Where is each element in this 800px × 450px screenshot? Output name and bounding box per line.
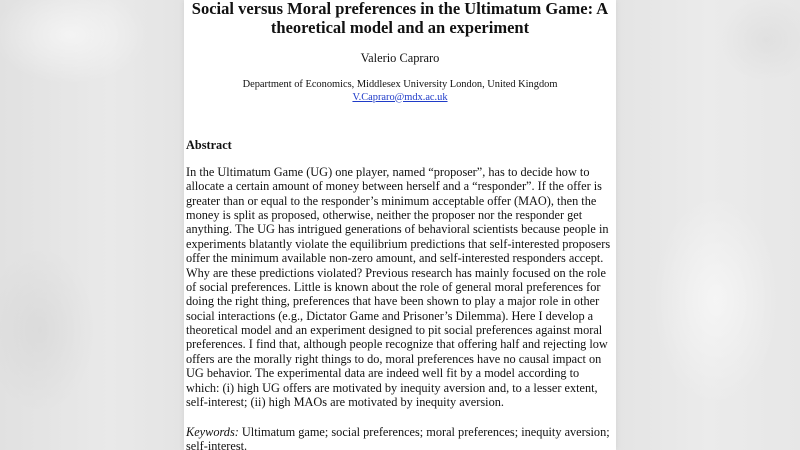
keywords-line: self-interest. xyxy=(186,439,248,450)
abstract-line: preferences. I find that, although people recognize that offering half and rejecting low xyxy=(186,337,608,352)
abstract-line: social interactions (e.g., Dictator Game and Prisoner’s Dilemma). Here I develop a xyxy=(186,308,594,323)
title-line: theoretical model and an experiment xyxy=(270,17,530,37)
abstract-line: offer the minimum available non-zero amount, and self-interested responders accept. xyxy=(186,251,604,266)
abstract-line: allocate a certain amount of money between herself and a “responder”. If the offer is xyxy=(186,179,602,194)
author-name: Valerio Capraro xyxy=(360,50,440,65)
abstract-line: UG behavior. The experimental data are indeed well fit by a model according to xyxy=(186,366,580,381)
author-email-link[interactable]: V.Capraro@mdx.ac.uk xyxy=(352,91,448,103)
author-email-row xyxy=(184,91,616,104)
keywords-line xyxy=(186,425,616,439)
abstract-line: of social preferences. Little is known about the role of general moral preferences for xyxy=(186,279,601,294)
abstract-line: experiments blatantly violate the equilibrium predictions that self-interested proposers xyxy=(186,236,611,251)
author-affiliation: Department of Economics, Middlesex University London, United Kingdom xyxy=(242,78,558,90)
abstract-line: In the Ultimatum Game (UG) one player, named “proposer”, has to decide how to xyxy=(186,164,590,179)
abstract-line: self-interest; (ii) high MAOs are motivated by inequity aversion. xyxy=(186,395,504,410)
keywords-label: Keywords: xyxy=(186,424,239,439)
abstract-line: which: (i) high UG offers are motivated by inequity aversion and, to a lesser extent, xyxy=(186,380,598,395)
paper-page xyxy=(184,0,616,450)
abstract-line: offers are the morally right things to do, moral preferences have no causal impact on xyxy=(186,351,602,366)
abstract-line: anything. The UG has intrigued generations of behavioral scientists because people in xyxy=(186,222,609,237)
keywords-paragraph xyxy=(186,425,616,450)
abstract-heading: Abstract xyxy=(186,137,232,152)
paper-title xyxy=(184,0,616,37)
abstract-line: money is split as proposed, otherwise, neither the proposer nor the responder get xyxy=(186,207,583,222)
blurred-backdrop-right xyxy=(616,0,800,450)
blurred-backdrop-left xyxy=(0,0,184,450)
abstract-line: Why are these predictions violated? Previous research has mainly focused on the role xyxy=(186,265,606,280)
abstract-line: greater than or equal to the responder’s minimum acceptable offer (MAO), then the xyxy=(186,193,597,208)
abstract-line: theoretical model and an experiment designed to pit social preferences against moral xyxy=(186,323,603,338)
title-line: Social versus Moral preferences in the Ultimatum Game: A xyxy=(191,0,609,18)
abstract-line: doing the right thing, preferences that have been shown to play a major role in other xyxy=(186,294,600,309)
abstract-body xyxy=(186,165,616,410)
keywords-text: Ultimatum game; social preferences; moral preferences; inequity aversion; xyxy=(241,424,610,439)
